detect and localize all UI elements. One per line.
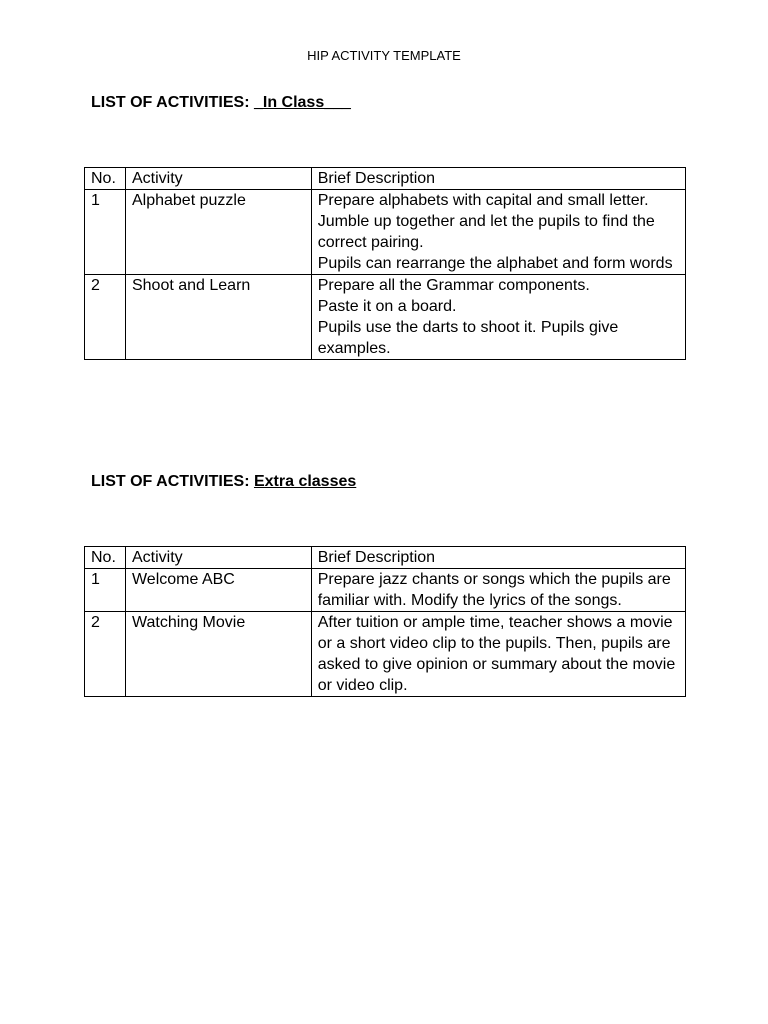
activity-name: Alphabet puzzle	[125, 190, 311, 275]
column-header-no: No.	[85, 547, 126, 569]
activity-description	[311, 569, 685, 612]
row-number: 1	[85, 569, 126, 612]
row-number: 1	[85, 190, 126, 275]
description-line: After tuition or ample time, teacher shows a movie or a short video clip to the pupils. Then, pupils are asked to give opinion or summary about the movie or video clip.	[317, 614, 676, 694]
column-header-activity: Activity	[125, 547, 311, 569]
activity-name: Shoot and Learn	[125, 275, 311, 360]
section-title-in-class	[91, 94, 351, 112]
description-line: Prepare alphabets with capital and small letter.	[317, 192, 649, 209]
column-header-activity: Activity	[125, 168, 311, 190]
description-line: Prepare jazz chants or songs which the pupils are familiar with. Modify the lyrics of the songs.	[317, 571, 671, 609]
column-header-description: Brief Description	[311, 168, 685, 190]
activities-table-in-class	[84, 167, 686, 360]
table-header-row	[85, 168, 686, 190]
activity-description	[311, 190, 685, 275]
section-title-value: Extra classes	[253, 473, 357, 490]
table-row	[85, 569, 686, 612]
section-title-label: LIST OF ACTIVITIES:	[91, 94, 250, 111]
document-header: HIP ACTIVITY TEMPLATE	[307, 48, 461, 63]
row-number: 2	[85, 275, 126, 360]
row-number: 2	[85, 612, 126, 697]
activity-name: Watching Movie	[125, 612, 311, 697]
table-row	[85, 612, 686, 697]
activity-description	[311, 275, 685, 360]
section-title-extra-classes	[91, 473, 356, 491]
description-line: Pupils use the darts to shoot it. Pupils give examples.	[317, 319, 619, 357]
column-header-description: Brief Description	[311, 547, 685, 569]
description-line: Jumble up together and let the pupils to find the correct pairing.	[317, 213, 655, 251]
description-line: Prepare all the Grammar components.	[317, 277, 590, 294]
column-header-no: No.	[85, 168, 126, 190]
activity-description	[311, 612, 685, 697]
section-title-label: LIST OF ACTIVITIES:	[91, 473, 250, 490]
description-line: Pupils can rearrange the alphabet and form words	[317, 255, 673, 272]
activity-name: Welcome ABC	[125, 569, 311, 612]
section-title-value: _In Class___	[253, 94, 351, 111]
activities-table-extra-classes	[84, 546, 686, 697]
description-line: Paste it on a board.	[317, 298, 457, 315]
table-row	[85, 190, 686, 275]
table-header-row	[85, 547, 686, 569]
table-row	[85, 275, 686, 360]
